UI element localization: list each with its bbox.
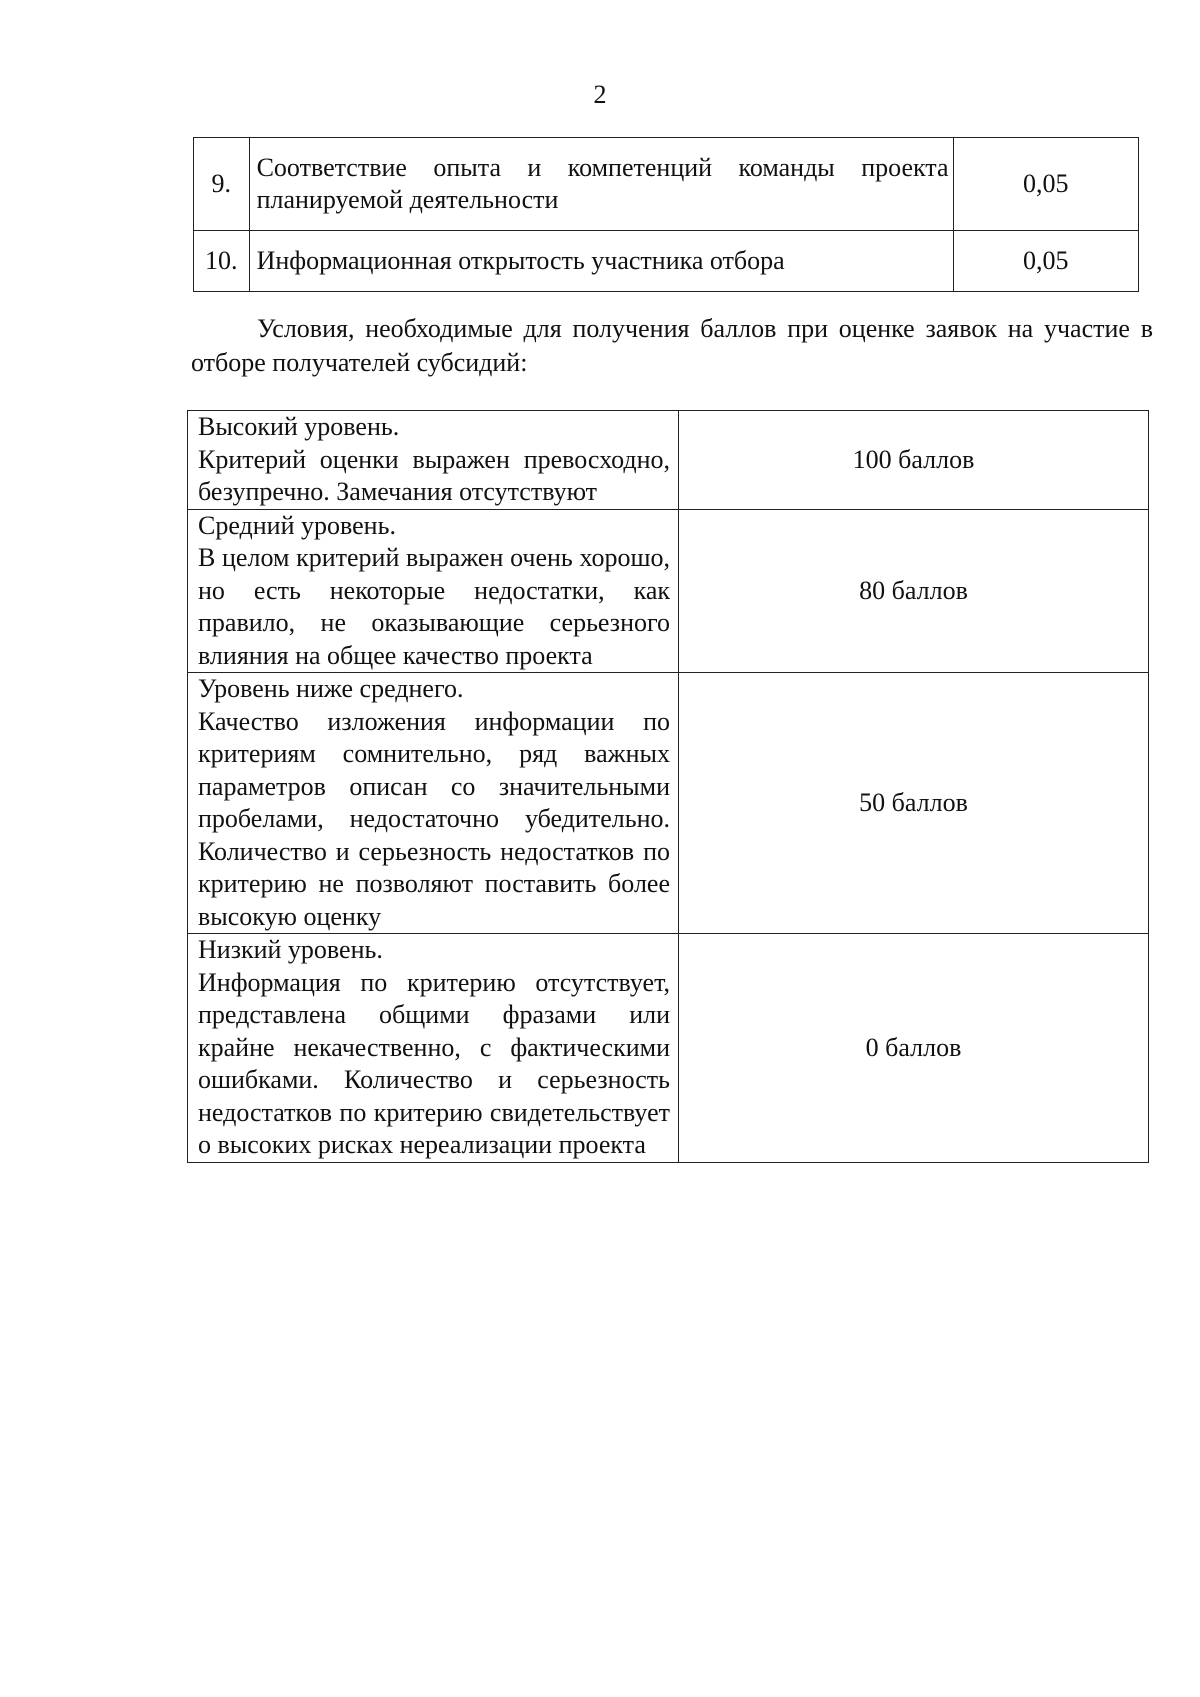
level-description: Качество изложения информации по критериям сомнительно, ряд важных параметров описан со значительными пробелами, недостаточно убедительно. Количество и серьезность недостатков по критерию не позволяют поставить более высокую оценку (198, 706, 670, 931)
level-description: В целом критерий выражен очень хорошо, но есть некоторые недостатки, как правило, не оказывающие серьезного влияния на общее качество проекта (198, 543, 670, 670)
levels-table (187, 410, 1149, 1163)
level-score: 80 баллов (679, 509, 1149, 673)
criterion-number: 10. (194, 231, 250, 292)
criterion-name: Соответствие опыта и компетенций команды проекта планируемой деятельности (249, 138, 953, 231)
level-title: Средний уровень. (198, 510, 396, 540)
table-row (188, 509, 1149, 673)
level-title: Уровень ниже среднего. (198, 674, 464, 703)
criterion-name: Информационная открытость участника отбора (249, 231, 953, 292)
table-row (188, 411, 1149, 510)
criterion-weight: 0,05 (953, 231, 1139, 292)
table-row (194, 231, 1139, 292)
level-score: 100 баллов (679, 411, 1149, 510)
level-description-cell (188, 934, 679, 1163)
level-score: 50 баллов (679, 673, 1149, 934)
level-description: Критерий оценки выражен превосходно, безупречно. Замечания отсутствуют (198, 444, 670, 506)
criteria-table (193, 137, 1139, 292)
table-row (188, 673, 1149, 934)
criterion-number: 9. (194, 138, 250, 231)
level-title: Высокий уровень. (198, 412, 400, 441)
level-title: Низкий уровень. (198, 935, 383, 964)
table-row (188, 934, 1149, 1163)
level-description: Информация по критерию отсутствует, представлена общими фразами или крайне некачественно, с фактическими ошибками. Количество и серьезность недостатков по критерию свидетельствует о высоких рисках нереализации проекта (198, 967, 670, 1159)
intro-paragraph: Условия, необходимые для получения баллов при оценке заявок на участие в отборе получателей субсидий: (191, 314, 1153, 377)
level-description-cell (188, 411, 679, 510)
criterion-weight: 0,05 (953, 138, 1139, 231)
level-description-cell (188, 673, 679, 934)
level-score: 0 баллов (679, 934, 1149, 1163)
level-description-cell (188, 509, 679, 673)
table-row (194, 138, 1139, 231)
page-number: 2 (593, 80, 607, 109)
